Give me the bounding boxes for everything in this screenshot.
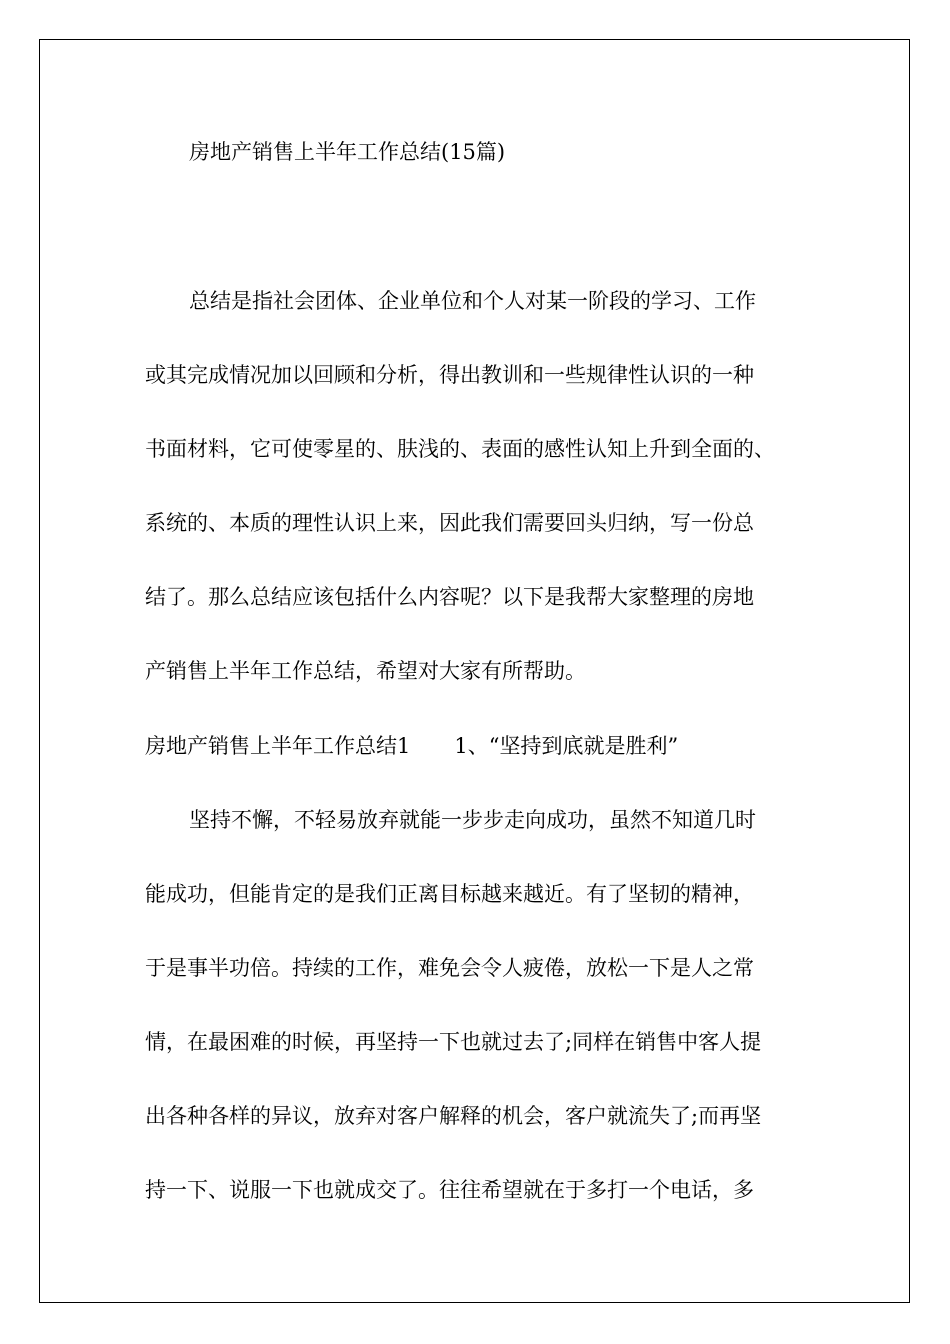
intro-line-3: 书面材料，它可使零星的、肤浅的、表面的感性认知上升到全面的、 (145, 437, 775, 461)
body-line-5: 出各种各样的异议，放弃对客户解释的机会，客户就流失了;而再坚 (145, 1104, 762, 1128)
document-title: 房地产销售上半年工作总结(15篇) (189, 140, 506, 164)
section-heading-row (145, 731, 678, 761)
intro-line-2: 或其完成情况加以回顾和分析，得出教训和一些规律性认识的一种 (145, 363, 754, 387)
body-line-1: 坚持不懈，不轻易放弃就能一步步走向成功，虽然不知道几时 (189, 808, 756, 832)
intro-line-4: 系统的、本质的理性认识上来，因此我们需要回头归纳，写一份总 (145, 511, 754, 535)
section-subheading: 1、“坚持到底就是胜利” (454, 734, 679, 758)
body-line-2: 能成功，但能肯定的是我们正离目标越来越近。有了坚韧的精神， (145, 882, 754, 906)
body-line-3: 于是事半功倍。持续的工作，难免会令人疲倦，放松一下是人之常 (145, 956, 754, 980)
intro-line-5: 结了。那么总结应该包括什么内容呢？以下是我帮大家整理的房地 (145, 585, 754, 609)
intro-line-1: 总结是指社会团体、企业单位和个人对某一阶段的学习、工作 (189, 289, 756, 313)
body-line-6: 持一下、说服一下也就成交了。往往希望就在于多打一个电话，多 (145, 1178, 754, 1202)
intro-line-6: 产销售上半年工作总结，希望对大家有所帮助。 (145, 659, 586, 683)
body-line-4: 情，在最困难的时候，再坚持一下也就过去了;同样在销售中客人提 (145, 1030, 762, 1054)
section-heading: 房地产销售上半年工作总结1 (145, 734, 411, 758)
